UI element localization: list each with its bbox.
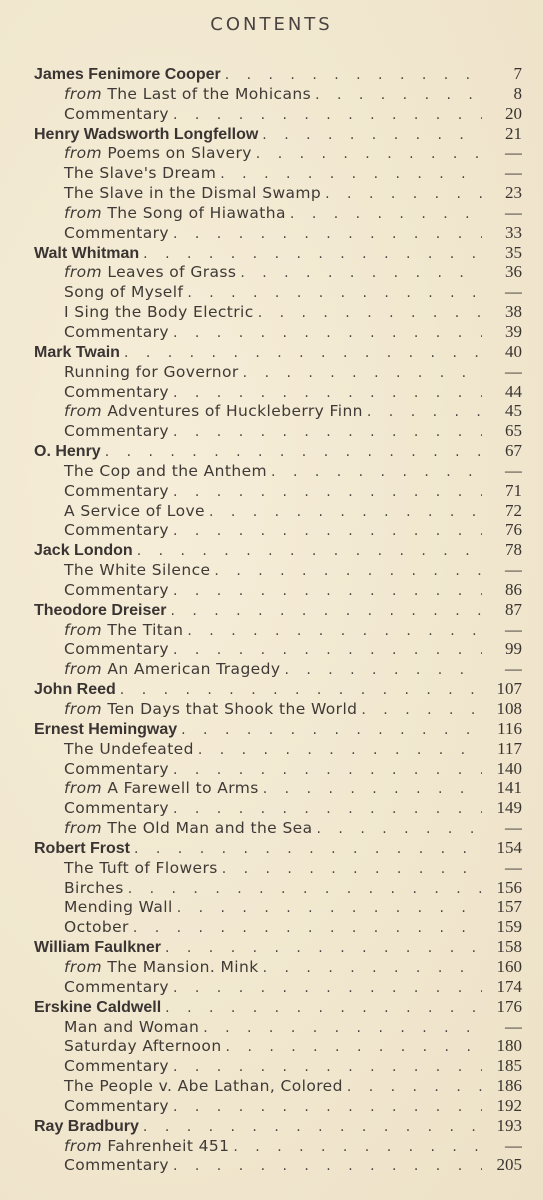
dot-leader [173,423,482,441]
work-title [64,1037,222,1056]
work-title [64,105,169,124]
entry-title: Commentary [64,580,169,599]
dot-leader [173,979,482,997]
toc-author-entry [34,342,522,362]
page-number: 176 [496,996,522,1016]
dot-leader [187,284,482,302]
dot-leader [173,483,482,501]
dot-leader [133,919,482,937]
entry-title: Commentary [64,640,169,659]
entry-title: October [64,918,129,937]
dot-leader [367,403,482,421]
dot-leader [214,562,482,580]
toc-work-entry [34,1136,522,1156]
toc-work-entry [34,382,522,402]
page-number: 7 [513,64,522,83]
entry-title: John Reed [34,681,116,699]
toc-work-entry [34,1017,522,1037]
from-prefix: from [64,203,103,222]
toc-work-entry [34,104,522,124]
toc-work-entry [34,262,522,282]
entry-title: Ray Bradbury [34,1117,139,1135]
entry-title: James Fenimore Cooper [34,66,221,83]
toc-work-entry [34,957,522,977]
author-name [34,244,139,263]
page-number: 38 [505,302,522,322]
work-title [64,660,280,679]
page-number: 36 [505,262,522,282]
entry-title: Theodore Dreiser [34,601,167,619]
dot-leader [325,185,482,203]
dot-leader [262,126,482,144]
dot-leader [181,721,482,739]
entry-title: Commentary [64,759,169,778]
work-title [64,819,313,838]
work-title [64,402,363,421]
author-name [34,442,101,461]
toc-work-entry [34,1036,522,1056]
toc-work-entry [34,878,522,898]
page-number: — [505,143,522,163]
entry-title: Saturday Afternoon [64,1037,222,1056]
toc-work-entry [34,739,522,759]
entry-title: The White Silence [64,561,211,580]
page-number: — [505,163,522,183]
entry-title: William Faulkner [34,939,161,957]
entry-title: The Slave's Dream [64,164,217,183]
dot-leader [173,761,482,779]
dot-leader [271,463,482,481]
page-number: 157 [496,897,522,917]
work-title [64,144,252,163]
entry-title: Poems on Slavery [107,144,252,163]
dot-leader [240,264,482,282]
page-number: 140 [496,758,522,778]
page-number: 71 [505,480,522,500]
entry-title: Running for Governor [64,362,239,381]
work-title [64,502,205,521]
entry-title: The Old Man and the Sea [107,819,313,838]
work-title [64,1057,169,1076]
dot-leader [165,939,482,957]
toc-work-entry [34,620,522,640]
page-number: 87 [505,599,522,619]
page-number: 149 [496,798,522,818]
work-title [64,958,259,977]
toc-work-entry [34,520,522,540]
entry-title: Commentary [64,799,169,818]
page-number: 107 [496,679,522,699]
work-title [64,978,169,997]
page-number: 40 [505,341,522,361]
page-number: 44 [505,381,522,401]
work-title [64,740,194,759]
work-title [64,85,311,104]
page-number: 86 [505,579,522,599]
dot-leader [226,1038,482,1056]
toc-work-entry [34,1076,522,1096]
work-title [64,303,254,322]
author-name [34,343,120,362]
toc-work-entry [34,759,522,779]
dot-leader [173,1058,482,1076]
page-number: 174 [496,976,522,996]
page-number: — [505,818,522,838]
dot-leader [173,582,482,600]
author-name [34,938,161,957]
toc-author-entry [34,243,522,263]
toc-work-entry [34,560,522,580]
entry-title: Fahrenheit 451 [107,1136,230,1155]
table-of-contents [34,64,522,1175]
entry-title: Commentary [64,322,169,341]
dot-leader [170,602,482,620]
toc-work-entry [34,362,522,382]
toc-work-entry [34,501,522,521]
toc-work-entry [34,461,522,481]
page-number: 78 [505,540,522,560]
dot-leader [143,1118,482,1136]
toc-work-entry [34,1155,522,1175]
page-number: 76 [505,520,522,540]
entry-title: Mark Twain [34,343,120,361]
page-number: 160 [496,956,522,976]
entry-title: Commentary [64,382,169,401]
toc-work-entry [34,322,522,342]
page-number: 108 [496,699,522,718]
from-prefix: from [64,957,103,976]
toc-work-entry [34,183,522,203]
page-number: 180 [496,1036,522,1056]
dot-leader [263,959,482,977]
work-title [64,581,169,600]
work-title [64,918,129,937]
entry-title: Jack London [34,542,133,560]
dot-leader [173,641,482,659]
entry-title: I Sing the Body Electric [64,303,254,322]
dot-leader [128,880,482,898]
work-title [64,859,218,878]
page-number: — [505,1135,522,1155]
dot-leader [220,165,482,183]
from-prefix: from [64,402,103,421]
entry-title: The People v. Abe Lathan, Colored [64,1077,343,1096]
page-number: 154 [496,837,522,857]
dot-leader [120,681,482,699]
work-title [64,779,259,798]
page-number: 45 [505,401,522,421]
entry-title: The Titan [107,620,184,639]
entry-title: Adventures of Huckleberry Finn [107,402,363,421]
entry-title: The Song of Hiawatha [107,203,286,222]
entry-title: Leaves of Grass [107,263,237,282]
page-number: 65 [505,421,522,441]
toc-author-entry [34,441,522,461]
entry-title: The Cop and the Anthem [64,461,268,480]
entry-title: Ernest Hemingway [34,720,178,738]
page-number: 158 [496,937,522,957]
dot-leader [225,66,482,84]
work-title [64,1137,229,1156]
dot-leader [105,443,482,461]
entry-title: Commentary [64,977,169,996]
work-title [64,422,169,441]
entry-title: The Slave in the Dismal Swamp [64,184,322,203]
page-number: — [505,857,522,877]
page-title: CONTENTS [210,14,333,35]
from-prefix: from [64,700,103,718]
entry-title: Commentary [64,422,169,441]
page-number: 141 [496,778,522,798]
page-number: 21 [505,123,522,143]
entry-title: Man and Woman [64,1017,200,1036]
toc-work-entry [34,778,522,798]
toc-work-entry [34,223,522,243]
from-prefix: from [64,84,103,103]
toc-work-entry [34,481,522,501]
dot-leader [173,1157,482,1175]
from-prefix: from [64,620,103,639]
toc-author-entry [34,124,522,144]
work-title [64,164,216,183]
page-number: — [505,282,522,302]
author-name [34,680,116,699]
page-number: 185 [496,1056,522,1076]
entry-title: Commentary [64,521,169,540]
from-prefix: from [64,779,103,798]
work-title [64,700,357,719]
dot-leader [173,384,482,402]
entry-title: The Tuft of Flowers [64,858,218,877]
dot-leader [143,245,482,263]
page-number: 20 [505,103,522,123]
dot-leader [361,701,482,719]
toc-work-entry [34,302,522,322]
toc-author-entry [34,719,522,739]
entry-title: Erskine Caldwell [34,998,162,1016]
work-title [64,263,236,282]
author-name [34,839,130,858]
dot-leader [177,899,482,917]
page-number: 8 [513,83,522,103]
toc-work-entry [34,917,522,937]
page-number: — [505,560,522,580]
toc-author-entry [34,600,522,620]
dot-leader [187,622,482,640]
from-prefix: from [64,1136,103,1155]
entry-title: Henry Wadsworth Longfellow [34,125,259,143]
toc-work-entry [34,84,522,104]
toc-work-entry [34,858,522,878]
author-name [34,125,258,144]
page-number: — [505,659,522,679]
dot-leader [137,542,482,560]
entry-title: Commentary [64,104,169,123]
entry-title: Song of Myself [64,283,184,302]
work-title [64,184,321,203]
from-prefix: from [64,263,103,282]
dot-leader [263,780,482,798]
dot-leader [258,304,482,322]
dot-leader [124,344,482,362]
entry-title: Commentary [64,481,169,500]
toc-work-entry [34,580,522,600]
dot-leader [173,324,482,342]
entry-title: A Service of Love [64,501,205,520]
toc-author-entry [34,1116,522,1136]
page-number: 39 [505,321,522,341]
dot-leader [173,106,482,124]
page-number: 156 [496,877,522,897]
page-number: 193 [496,1115,522,1135]
dot-leader [243,364,482,382]
dot-leader [173,800,482,818]
work-title [64,521,169,540]
dot-leader [173,225,482,243]
entry-title: Commentary [64,1057,169,1076]
entry-title: The Mansion. Mink [107,957,259,976]
page-number: 159 [496,917,522,937]
page-number: — [505,361,522,381]
entry-title: Walt Whitman [34,244,140,262]
page-number: — [505,619,522,639]
work-title [64,363,239,382]
entry-title: The Last of the Mohicans [107,84,312,103]
entry-title: Ten Days that Shook the World [107,700,358,718]
page-number: — [505,202,522,222]
page-number: 186 [496,1076,522,1096]
work-title [64,640,169,659]
page-number: 67 [505,441,522,461]
work-title [64,760,169,779]
work-title [64,561,210,580]
dot-leader [173,1098,482,1116]
author-name [34,541,133,560]
page-number: 35 [505,242,522,262]
toc-work-entry [34,143,522,163]
toc-work-entry [34,282,522,302]
author-name [34,1117,139,1136]
toc-author-entry [34,937,522,957]
entry-title: Commentary [64,1156,169,1175]
work-title [64,879,124,898]
author-name [34,720,177,739]
dot-leader [256,145,482,163]
entry-title: Commentary [64,1096,169,1115]
dot-leader [134,840,482,858]
toc-work-entry [34,639,522,659]
toc-author-entry [34,679,522,699]
dot-leader [347,1078,482,1096]
entry-title: Mending Wall [64,898,173,917]
toc-work-entry [34,818,522,838]
toc-work-entry [34,203,522,223]
toc-work-entry [34,798,522,818]
author-name [34,998,161,1017]
toc-author-entry [34,64,522,84]
toc-work-entry [34,401,522,421]
work-title [64,224,169,243]
dot-leader [165,999,482,1017]
dot-leader [290,205,482,223]
toc-work-entry [34,1056,522,1076]
toc-author-entry [34,997,522,1017]
toc-author-entry [34,838,522,858]
work-title [64,283,183,302]
dot-leader [315,86,482,104]
toc-work-entry [34,163,522,183]
work-title [64,482,169,501]
dot-leader [284,661,482,679]
work-title [64,1156,169,1175]
dot-leader [203,1019,482,1037]
entry-title: O. Henry [34,443,101,461]
work-title [64,323,169,342]
page-number: 205 [496,1155,522,1175]
page-number: 33 [505,222,522,242]
work-title [64,799,169,818]
entry-title: An American Tragedy [107,660,281,679]
entry-title: Birches [64,878,124,897]
work-title [64,383,169,402]
page-number: 99 [505,639,522,659]
dot-leader [209,503,482,521]
page-number: 23 [505,183,522,203]
author-name [34,65,221,84]
work-title [64,1097,169,1116]
entry-title: Robert Frost [34,839,130,857]
entry-title: The Undefeated [64,739,194,758]
toc-work-entry [34,659,522,679]
entry-title: Commentary [64,223,169,242]
work-title [64,204,286,223]
work-title [64,621,183,640]
dot-leader [222,860,482,878]
work-title [64,1077,343,1096]
page-number: — [505,1016,522,1036]
work-title [64,898,173,917]
dot-leader [233,1138,482,1156]
work-title [64,1018,199,1037]
from-prefix: from [64,660,103,679]
dot-leader [317,820,482,838]
page-number: 72 [505,500,522,520]
from-prefix: from [64,144,103,163]
from-prefix: from [64,819,103,838]
toc-work-entry [34,699,522,719]
page-number: 192 [496,1095,522,1115]
page-number: — [505,460,522,480]
toc-work-entry [34,897,522,917]
work-title [64,462,267,481]
page-number: 117 [497,738,522,758]
page-number: 116 [497,718,522,738]
toc-work-entry [34,977,522,997]
dot-leader [173,522,482,540]
author-name [34,601,166,620]
toc-work-entry [34,1096,522,1116]
toc-author-entry [34,540,522,560]
dot-leader [198,741,482,759]
toc-work-entry [34,421,522,441]
entry-title: A Farewell to Arms [107,779,259,798]
